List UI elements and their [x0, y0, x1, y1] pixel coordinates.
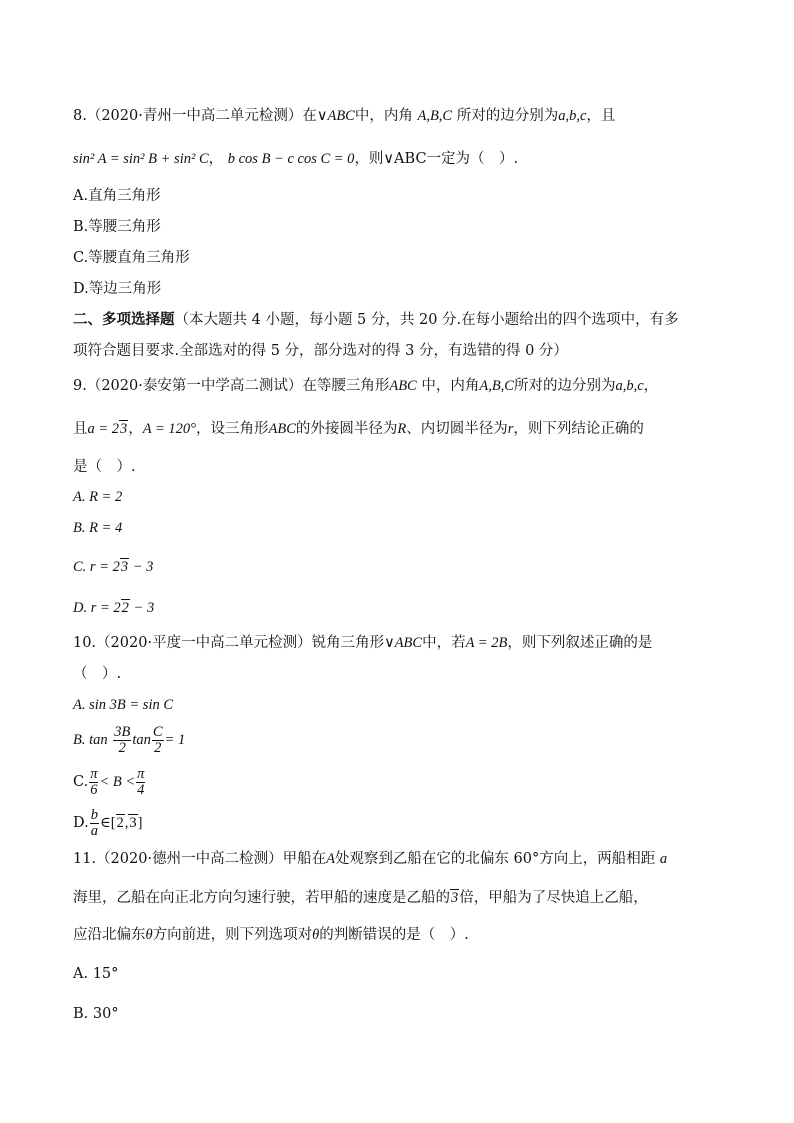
q9-eq-a: a = 2 [87, 421, 120, 437]
q8-question-tail: ，则∨ABC一定为（ ）. [354, 151, 519, 167]
frac-denominator: 6 [90, 781, 98, 798]
q9-option-d-sqrt: 2 [121, 600, 129, 616]
frac-denominator: 2 [154, 739, 162, 756]
q11-option-a: A. 15° [73, 966, 119, 982]
q9-stem-2: 且a = 23，A = 120°，设三角形ABC的外接圆半径为R、内切圆半径为r，则下列结论正确的 [73, 421, 644, 437]
q9-option-c-post: − 3 [129, 559, 154, 575]
q8-sides: a,b,c [558, 108, 587, 124]
q8-equation-1: sin² A = sin² B + sin² C [73, 151, 209, 167]
q8-triangle: ∨ABC [316, 108, 355, 124]
frac-denominator: 4 [137, 781, 145, 798]
q10-option-c [73, 764, 146, 800]
q10-text2: ，则下列叙述正确的是 [507, 635, 653, 651]
q8-option-c: C.等腰直角三角形 [73, 250, 190, 266]
frac-numerator: b [90, 806, 98, 823]
q9-text: 中，内角 [421, 378, 480, 394]
q9-option-d-post: − 3 [129, 600, 155, 616]
q11-text3: 倍，甲船为了尽快追上乙船， [459, 890, 648, 906]
q11-text5: 方向前进，则下列选项对 [152, 927, 313, 943]
q11-theta: θ [145, 927, 153, 943]
q9-sqrt-3: 3 [120, 421, 128, 437]
q11-sqrt-3: 3 [451, 890, 459, 906]
q10-option-d-comma: , [124, 815, 129, 831]
q10-option-d [73, 805, 143, 841]
section-2-desc-2: 项符合题目要求.全部选对的得 5 分，部分选对的得 3 分，有选错的得 0 分） [73, 343, 568, 359]
q9-comma: ， [643, 378, 659, 394]
q9-stem-1 [73, 376, 658, 396]
q9-option-a [73, 487, 122, 507]
q11-distance: a [659, 851, 668, 867]
frac-numerator: 3B [114, 723, 131, 740]
q8-option-b: B.等腰三角形 [73, 219, 161, 235]
q8-condition: sin² A = sin² B + sin² C， b cos B − c cos C = 0，则∨ABC一定为（ ）. [73, 151, 519, 167]
q10-option-c-pre: C. [73, 774, 89, 790]
q11-option-b: B. 30° [73, 1006, 119, 1022]
q9-option-d [73, 598, 154, 618]
q9-sides: a,b,c [615, 378, 644, 394]
q9-source: 9.（2020·泰安第一中学高二测试）在等腰三角形 [73, 378, 390, 394]
q8-option-d: D.等边三角形 [73, 281, 162, 297]
section-2-title: 二、多项选择题 [73, 311, 175, 328]
q10-option-c-frac-2 [136, 767, 145, 798]
q10-option-d-close: ] [137, 815, 143, 831]
q10-option-c-frac-1 [89, 767, 98, 798]
q9-option-d-pre: D. r = 2 [73, 600, 121, 616]
q10-option-a-text: A. sin 3B = sin C [73, 697, 174, 713]
q10-option-d-frac [90, 808, 99, 839]
q11-stem-1 [73, 849, 667, 869]
q10-stem-1 [73, 633, 652, 653]
q10-option-d-open: ∈[ [99, 815, 116, 831]
q10-text: 中，若 [422, 635, 466, 651]
q10-triangle: ∨ABC [384, 635, 423, 651]
q11-stem-3 [73, 925, 469, 945]
q9-triangle: ABC [389, 378, 417, 394]
q10-option-b-mid: tan [132, 732, 151, 748]
frac-denominator: a [90, 822, 98, 839]
q11-stem-2 [73, 888, 648, 908]
q8-angles: A,B,C [417, 108, 453, 124]
q11-theta-2: θ [312, 927, 320, 943]
q8-text: 中，内角 [354, 108, 413, 124]
q10-option-a [73, 695, 173, 715]
q11-text: 处观察到乙船在它的北偏东 60°方向上，两船相距 [334, 851, 656, 867]
frac-numerator: C [152, 723, 163, 740]
q10-option-b-frac-2 [152, 725, 164, 756]
q8-text3: ，且 [586, 108, 616, 124]
q10-option-d-sqrt-3: 3 [129, 815, 137, 831]
frac-numerator: π [137, 765, 145, 782]
q11-source: 11.（2020·德州一中高二检测）甲船在 [73, 851, 327, 867]
q11-point-a: A [326, 851, 335, 867]
q10-option-b-frac-1 [113, 725, 131, 756]
q10-source: 10.（2020·平度一中高二单元检测）锐角三角形 [73, 635, 385, 651]
q8-text2: 所对的边分别为 [456, 108, 559, 124]
q8-source: 8.（2020·青州一中高二单元检测）在 [73, 108, 317, 124]
q10-option-b-pre: B. tan [73, 732, 108, 748]
q11-text6: 的判断错误的是（ ）. [319, 927, 469, 943]
q10-option-b-post: = 1 [164, 732, 186, 748]
q11-text4: 应沿北偏东 [73, 927, 146, 943]
q9-option-c [73, 557, 153, 577]
q9-option-c-sqrt: 3 [120, 559, 129, 575]
q9-option-b [73, 518, 122, 538]
q10-equation: A = 2B [465, 635, 508, 651]
q9-angles: A,B,C [479, 378, 514, 394]
frac-numerator: π [90, 765, 98, 782]
section-2-header [73, 310, 679, 330]
q9-text5: 的外接圆半径为 [295, 421, 398, 437]
q9-text7: ，则下列结论正确的 [513, 421, 644, 437]
q11-text2: 海里，乙船在向正北方向匀速行驶，若甲船的速度是乙船的 [73, 890, 450, 906]
q9-option-c-pre: C. r = 2 [73, 559, 120, 575]
q9-stem-3: 是（ ）. [73, 459, 136, 475]
q9-R: R [397, 421, 407, 437]
q10-option-d-sqrt-2: 2 [116, 815, 124, 831]
q10-option-c-mid: < B < [99, 774, 136, 790]
section-2-desc-1: （本大题共 4 小题，每小题 5 分，共 20 分.在每小题给出的四个选项中，有多 [174, 312, 679, 328]
frac-denominator: 2 [118, 739, 126, 756]
q8-option-a: A.直角三角形 [73, 188, 161, 204]
q9-option-a-text: A. R = 2 [73, 489, 123, 505]
q9-eq-angle: A = 120° [142, 421, 196, 437]
q10-stem-2: （ ）. [73, 666, 122, 682]
q9-text2: 所对的边分别为 [513, 378, 616, 394]
q10-option-d-pre: D. [73, 815, 89, 831]
q9-text3: 且 [73, 421, 88, 437]
q8-equation-2: b cos B − c cos C = 0 [227, 151, 355, 167]
q10-option-b [73, 722, 185, 758]
q8-stem [73, 106, 615, 126]
q9-triangle-2: ABC [268, 421, 296, 437]
q9-text6: 、内切圆半径为 [406, 421, 508, 437]
q9-option-b-text: B. R = 4 [73, 520, 123, 536]
q9-r: r [507, 421, 514, 437]
q9-text4: ，设三角形 [195, 421, 269, 437]
